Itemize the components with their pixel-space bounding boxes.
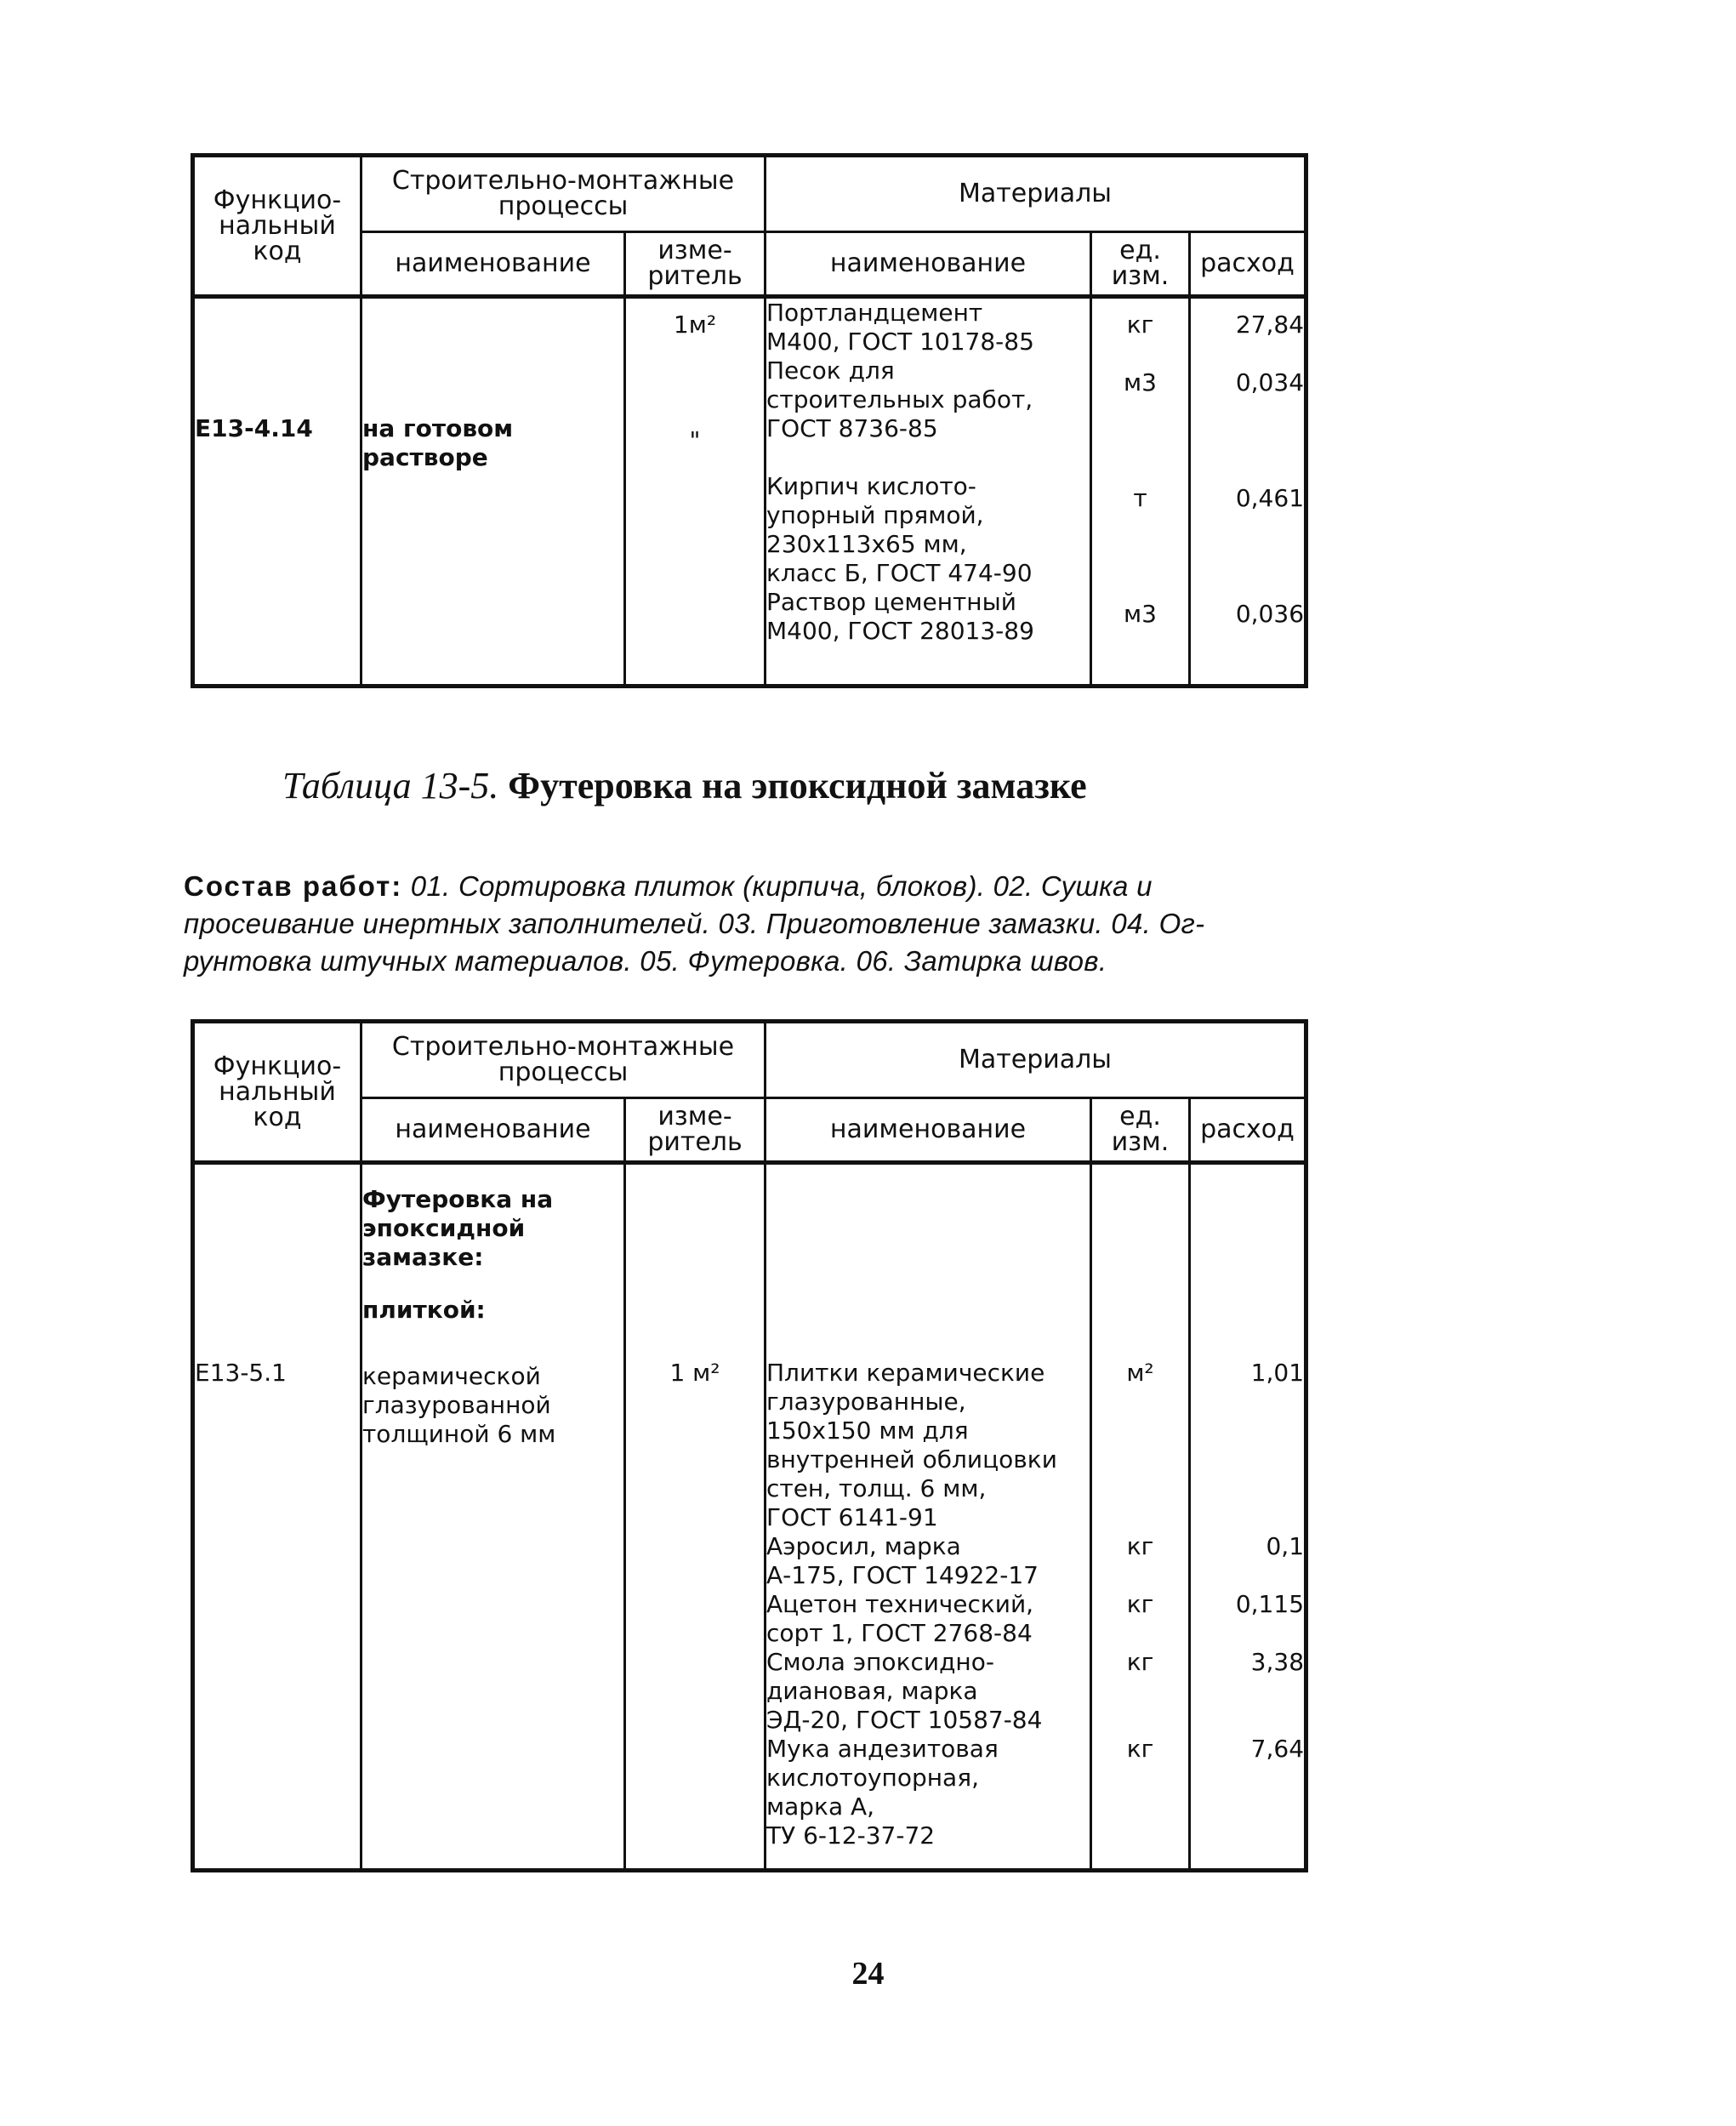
header-process-unit: изме- ритель	[625, 232, 766, 297]
material-unit: кг	[1126, 1532, 1154, 1560]
work-composition-line: просеивание инертных заполнителей. 03. Приготовление замазки. 04. Ог-	[184, 908, 1205, 939]
material-consumption: 1,01	[1250, 1359, 1305, 1387]
material-name: Песок для строительных работ, ГОСТ 8736-85	[766, 356, 1033, 442]
header-materials: Материалы	[766, 1022, 1306, 1098]
material-consumption: 7,64	[1250, 1735, 1305, 1763]
material-consumption: 0,034	[1235, 368, 1305, 396]
material-consumption: 0,115	[1235, 1590, 1305, 1618]
material-consumption: 3,38	[1250, 1648, 1305, 1676]
material-name: Ацетон технический, сорт 1, ГОСТ 2768-84	[766, 1590, 1034, 1647]
process-unit: 1 м²	[669, 1359, 720, 1387]
material-name: Мука андезитовая кислотоупорная, марка А, ТУ 6-12-37-72	[766, 1735, 999, 1850]
material-name: Плитки керамические глазурованные, 150х150 мм для внутренней облицовки стен, толщ. 6 мм, ГОСТ 6141-91	[766, 1359, 1057, 1531]
material-consumption: 0,461	[1235, 484, 1305, 512]
work-composition-label: Состав работ:	[184, 870, 403, 902]
header-material-unit: ед. изм.	[1091, 232, 1190, 297]
work-composition-line: 01. Сортировка плиток (кирпича, блоков). 02. Сушка и	[410, 870, 1153, 902]
material-name-cell	[766, 1163, 1091, 1871]
header-functional-code: Функцио- нальный код	[193, 1022, 361, 1163]
process-name-cell	[361, 297, 625, 687]
process-unit-ditto: "	[689, 426, 701, 454]
material-unit: м3	[1124, 368, 1157, 396]
material-name: Портландцемент М400, ГОСТ 10178-85	[766, 299, 1034, 356]
code-cell	[193, 1163, 361, 1871]
process-unit-cell	[625, 297, 766, 687]
material-unit: т	[1133, 484, 1147, 512]
code-cell	[193, 297, 361, 687]
process-unit: 1м²	[673, 311, 717, 339]
process-name: на готовом растворе	[362, 414, 514, 471]
material-unit-cell	[1091, 1163, 1190, 1871]
header-functional-code: Функцио- нальный код	[193, 156, 361, 297]
material-consumption: 0,1	[1266, 1532, 1305, 1560]
material-consumption: 0,036	[1235, 600, 1305, 628]
header-construction-processes: Строительно-монтажные процессы	[361, 1022, 766, 1098]
material-unit: кг	[1126, 1648, 1154, 1676]
material-consumption-cell	[1190, 1163, 1306, 1871]
material-unit-cell	[1091, 297, 1190, 687]
table-caption-label: Таблица 13-5.	[282, 765, 499, 807]
header-material-consumption: расход	[1190, 232, 1306, 297]
table-materials-2	[191, 1019, 1308, 1872]
section-title: Футеровка на эпоксидной замазке:	[362, 1185, 554, 1271]
subsection-title: плиткой:	[362, 1296, 486, 1324]
functional-code: Е13-5.1	[195, 1359, 287, 1387]
page-number: 24	[851, 1956, 885, 1992]
header-process-unit: изме- ритель	[625, 1098, 766, 1163]
header-materials: Материалы	[766, 156, 1306, 232]
header-material-unit: ед. изм.	[1091, 1098, 1190, 1163]
material-name: Раствор цементный М400, ГОСТ 28013-89	[766, 588, 1034, 645]
material-name: Кирпич кислото- упорный прямой, 230х113х65 мм, класс Б, ГОСТ 474-90	[766, 472, 1033, 587]
header-material-consumption: расход	[1190, 1098, 1306, 1163]
material-unit: м²	[1126, 1359, 1154, 1387]
work-composition-line: рунтовка штучных материалов. 05. Футеровка. 06. Затирка швов.	[184, 945, 1107, 977]
material-unit: м3	[1124, 600, 1157, 628]
material-name: Аэросил, марка А-175, ГОСТ 14922-17	[766, 1532, 1039, 1589]
work-composition	[184, 868, 1312, 980]
table-materials-1	[191, 153, 1308, 688]
material-unit: кг	[1126, 1590, 1154, 1618]
material-unit: кг	[1126, 311, 1154, 339]
functional-code: Е13-4.14	[195, 414, 313, 442]
header-process-name: наименование	[361, 1098, 625, 1163]
process-unit-cell	[625, 1163, 766, 1871]
header-process-name: наименование	[361, 232, 625, 297]
header-material-name: наименование	[766, 232, 1091, 297]
material-name-cell	[766, 297, 1091, 687]
material-consumption-cell	[1190, 297, 1306, 687]
table-caption	[282, 764, 1303, 808]
header-material-name: наименование	[766, 1098, 1091, 1163]
process-name: керамической глазурованной толщиной 6 мм	[362, 1362, 556, 1448]
material-name: Смола эпоксидно- диановая, марка ЭД-20, ГОСТ 10587-84	[766, 1648, 1043, 1734]
process-name-cell	[361, 1163, 625, 1871]
table-caption-title: Футеровка на эпоксидной замазке	[508, 765, 1087, 807]
material-unit: кг	[1126, 1735, 1154, 1763]
material-consumption: 27,84	[1235, 311, 1305, 339]
header-construction-processes: Строительно-монтажные процессы	[361, 156, 766, 232]
